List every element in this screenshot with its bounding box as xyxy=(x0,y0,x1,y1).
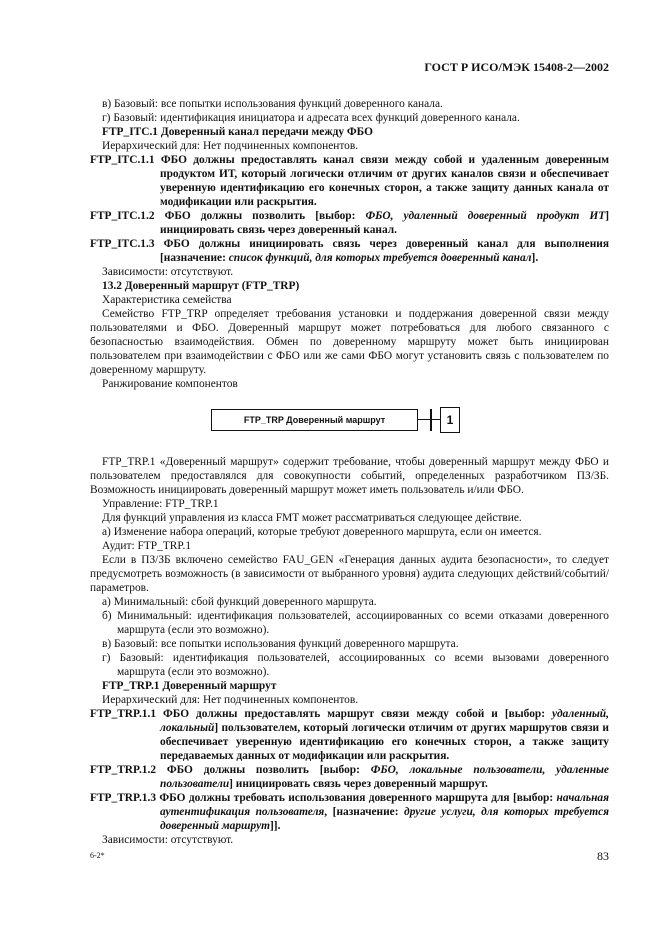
list-item: а) Минимальный: сбой функций доверенного маршрута. xyxy=(102,596,377,608)
requirement-trp-1-2: FTP_TRP.1.2 ФБО должны позволить [выбор: ФБО, локальные пользователи, удаленные пользователи] инициировать связь через доверенный маршрут. xyxy=(90,764,609,790)
component-ranking-diagram xyxy=(90,401,609,445)
list-item: г) Базовый: идентификация пользователей, ассоциированных со всеми вызовами доверенного маршрута (если это возможно). xyxy=(102,652,609,678)
paragraph: Зависимости: отсутствуют. xyxy=(102,266,234,278)
page-header: ГОСТ Р ИСО/МЭК 15408-2—2002 xyxy=(424,60,609,74)
component-title: FTP_ITC.1 Доверенный канал передачи между ФБО xyxy=(102,126,373,138)
paragraph: г) Базовый: идентификация инициатора и адресата всех функций доверенного канала. xyxy=(102,112,520,124)
requirement-itc-1-1: FTP_ITC.1.1 ФБО должны предоставлять канал связи между собой и удаленным доверенным продуктом ИТ, который логически отличим от других каналов связи и обеспечивает уверенную идентификацию его конечных сторон, а также защиту данных канала от модификации или раскрытия. xyxy=(90,154,609,208)
paragraph: в) Базовый: все попытки использования функций доверенного канала. xyxy=(102,98,443,110)
page-content xyxy=(90,97,609,847)
requirement-itc-1-2: FTP_ITC.1.2 ФБО должны позволить [выбор: ФБО, удаленный доверенный продукт ИТ] инициировать связь через доверенный канал. xyxy=(90,210,609,236)
paragraph: Характеристика семейства xyxy=(102,294,232,306)
footer-signature: 6-2* xyxy=(90,851,105,860)
paragraph: Иерархический для: Нет подчиненных компонентов. xyxy=(102,140,359,152)
paragraph: FTP_TRP.1 «Доверенный маршрут» содержит требование, чтобы доверенный маршрут между ФБО и пользователем предоставлялся для совокупности событий, определенных разработчиком ПЗ/ЗБ. Возможность инициировать доверенный маршрут может иметь пользователь и/или ФБО. xyxy=(90,456,609,496)
section-title: 13.2 Доверенный маршрут (FTP_TRP) xyxy=(102,280,300,292)
paragraph: Иерархический для: Нет подчиненных компонентов. xyxy=(102,694,359,706)
list-item: а) Изменение набора операций, которые требуют доверенного маршрута, если он имеется. xyxy=(102,526,542,538)
paragraph: Управление: FTP_TRP.1 xyxy=(102,498,219,510)
requirement-itc-1-3: FTP_ITC.1.3 ФБО должны инициировать связь через доверенный канал для выполнения [назначение: список функций, для которых требуется доверенный канал]. xyxy=(90,238,609,264)
paragraph: Семейство FTP_TRP определяет требования установки и поддержания доверенной связи между пользователями и ФБО. Доверенный маршрут может потребоваться для любого связанного с безопасностью взаимодействия. Обмен по доверенному маршруту может быть инициирован пользователем при взаимодействии с ФБО или же сами ФБО могут установить связь с пользователем по доверенному маршруту. xyxy=(90,308,609,376)
component-number-box: 1 xyxy=(440,407,460,433)
paragraph: Аудит: FTP_TRP.1 xyxy=(102,540,192,552)
paragraph: Ранжирование компонентов xyxy=(102,378,238,390)
page-number: 83 xyxy=(597,849,609,863)
family-box: FTP_TRP Доверенный маршрут xyxy=(211,409,418,431)
paragraph: Зависимости: отсутствуют. xyxy=(102,834,234,846)
list-item: б) Минимальный: идентификация пользователей, ассоциированных со всеми отказами доверенного маршрута (если это возможно). xyxy=(102,610,609,636)
list-item: в) Базовый: все попытки использования функций доверенного маршрута. xyxy=(102,638,459,650)
connector-line xyxy=(430,409,432,431)
requirement-trp-1-1: FTP_TRP.1.1 ФБО должны предоставлять маршрут связи между собой и [выбор: удаленный, локальный] пользователем, который логически отличим от других маршрутов связи и обеспечивает уверенную идентификацию его конечных сторон, а также защиту передаваемых данных от модификации или раскрытия. xyxy=(90,708,609,762)
paragraph: Для функций управления из класса FMT может рассматриваться следующее действие. xyxy=(102,512,522,524)
paragraph: Если в ПЗ/ЗБ включено семейство FAU_GEN «Генерация данных аудита безопасности», то следует предусмотреть возможность (в зависимости от выбранного уровня) аудита следующих действий/событий/параметров. xyxy=(90,554,609,594)
connector-line xyxy=(417,419,430,420)
requirement-trp-1-3: FTP_TRP.1.3 ФБО должны требовать использования доверенного маршрута для [выбор: начальная аутентификация пользователя, [назначение: другие услуги, для которых требуется доверенный маршрут]]. xyxy=(90,792,609,832)
connector-line xyxy=(432,419,440,420)
component-title: FTP_TRP.1 Доверенный маршрут xyxy=(102,680,277,692)
